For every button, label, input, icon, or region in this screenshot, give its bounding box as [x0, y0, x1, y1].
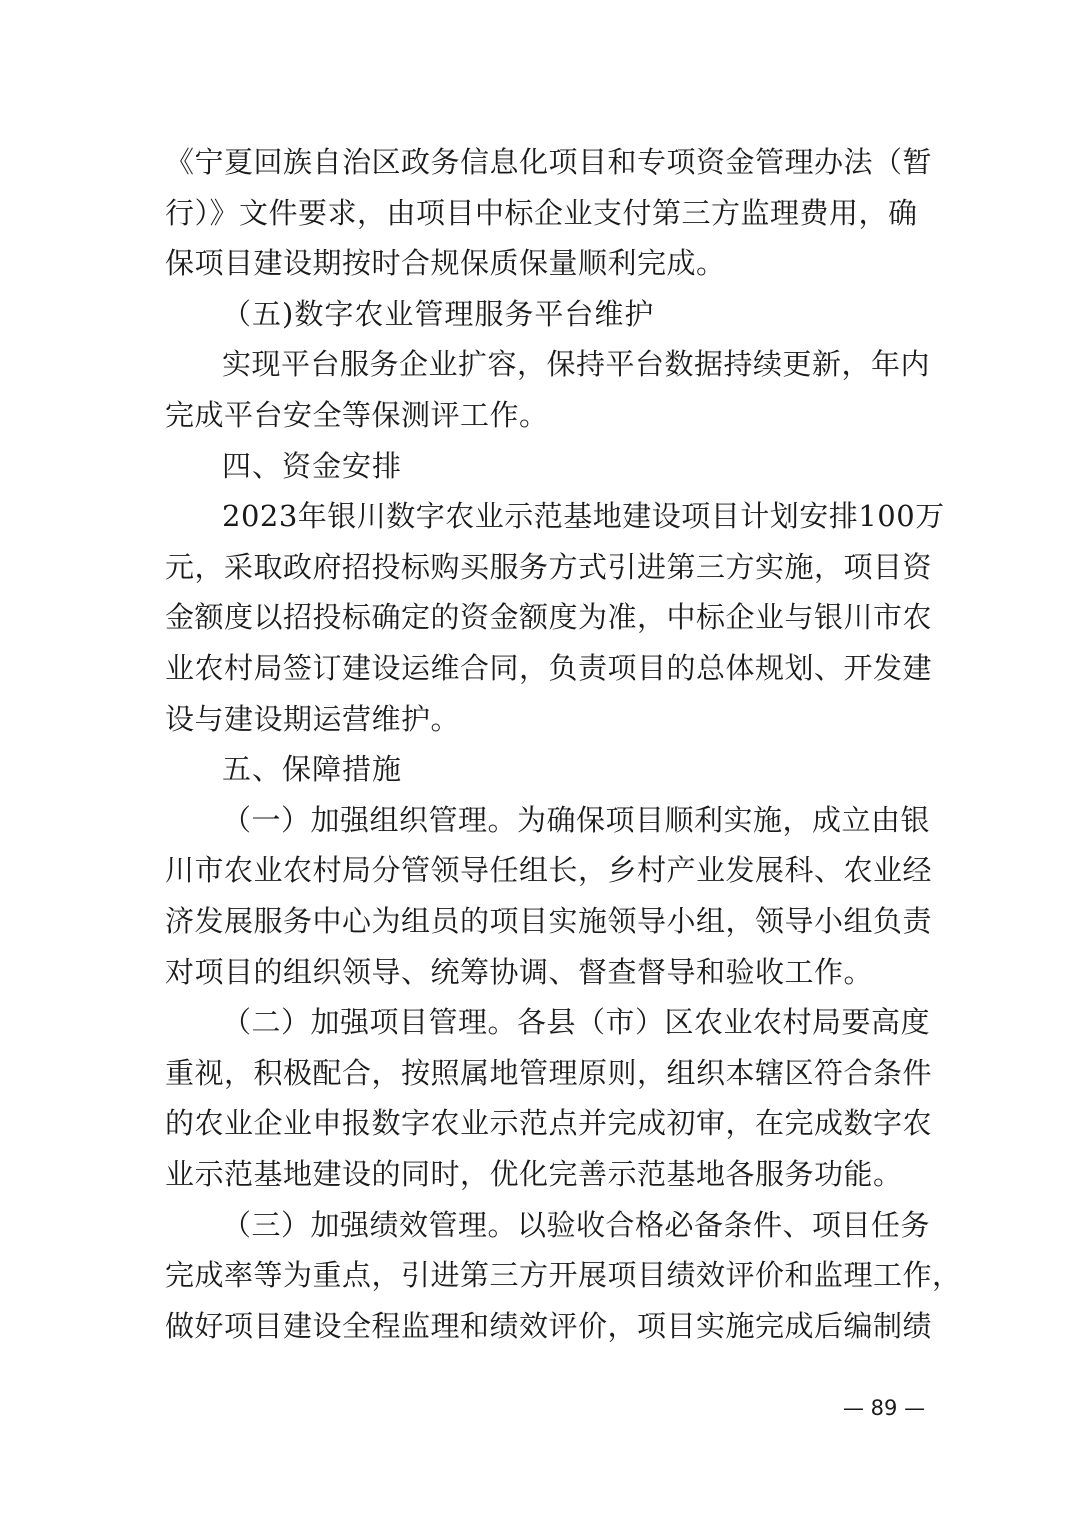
subsection-heading: （五)数字农业管理服务平台维护 [222, 297, 655, 331]
body-text-line: 《宁夏回族自治区政务信息化项目和专项资金管理办法（暂 [165, 145, 933, 179]
body-text-line: 业农村局签订建设运维合同，负责项目的总体规划、开发建 [165, 651, 933, 685]
body-text-line: 业示范基地建设的同时，优化完善示范基地各服务功能。 [165, 1157, 903, 1191]
body-text-line: 行）》文件要求，由项目中标企业支付第三方监理费用，确 [165, 196, 918, 230]
body-text-line: 完成率等为重点，引进第三方开展项目绩效评价和监理工作， [165, 1258, 962, 1292]
body-text-line: 川市农业农村局分管领导任组长，乡村产业发展科、农业经 [165, 853, 933, 887]
body-text-line: 保项目建设期按时合规保质保量顺利完成。 [165, 246, 726, 280]
page-number: — 89 — [843, 1396, 926, 1420]
body-text-line: 对项目的组织领导、统筹协调、督查督导和验收工作。 [165, 955, 874, 989]
paragraph-first-line: （二）加强项目管理。各县（市）区农业农村局要高度 [222, 1005, 931, 1039]
body-text-line: 重视，积极配合，按照属地管理原则，组织本辖区符合条件 [165, 1056, 933, 1090]
paragraph-first-line: 实现平台服务企业扩容，保持平台数据持续更新，年内 [222, 347, 931, 381]
body-text-line: 设与建设期运营维护。 [165, 702, 461, 736]
body-text-line: 完成平台安全等保测评工作。 [165, 398, 549, 432]
body-text-line: 的农业企业申报数字农业示范点并完成初审，在完成数字农 [165, 1106, 933, 1140]
body-text-line: 元，采取政府招投标购买服务方式引进第三方实施，项目资 [165, 550, 933, 584]
body-text-line: 金额度以招投标确定的资金额度为准，中标企业与银川市农 [165, 600, 933, 634]
section-heading: 四、资金安排 [222, 449, 403, 483]
section-heading: 五、保障措施 [222, 752, 403, 786]
paragraph-first-line: （三）加强绩效管理。以验收合格必备条件、项目任务 [222, 1208, 931, 1242]
paragraph-first-line: （一）加强组织管理。为确保项目顺利实施，成立由银 [222, 803, 931, 837]
body-text-line: 济发展服务中心为组员的项目实施领导小组，领导小组负责 [165, 904, 933, 938]
body-text-line: 做好项目建设全程监理和绩效评价，项目实施完成后编制绩 [165, 1309, 933, 1343]
paragraph-first-line: 2023年银川数字农业示范基地建设项目计划安排100万 [222, 499, 945, 533]
